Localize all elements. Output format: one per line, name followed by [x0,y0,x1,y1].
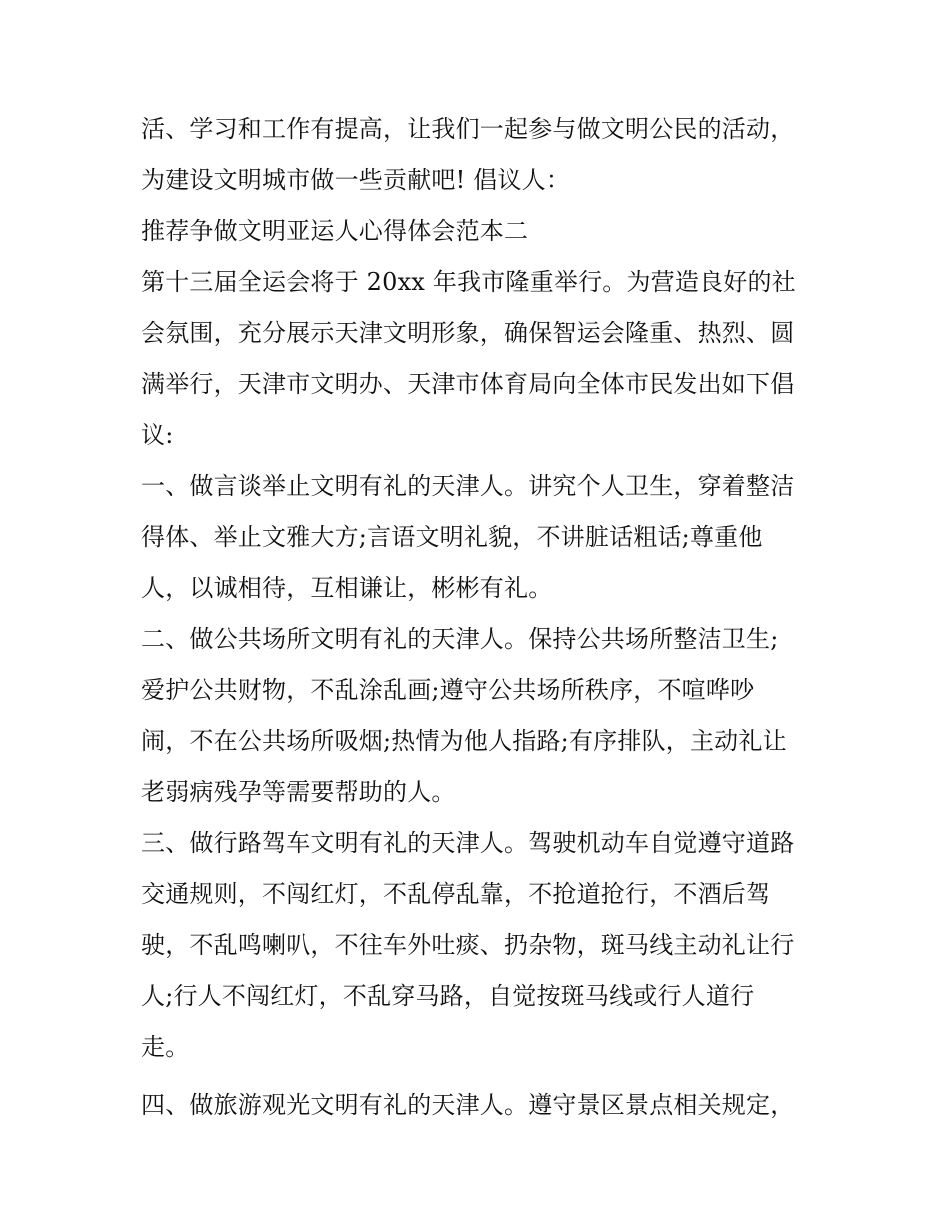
body-text-line: 四、做旅游观光文明有礼的天津人。遵守景区景点相关规定， [141,1091,795,1119]
body-text-line: 三、做行路驾车文明有礼的天津人。驾驶机动车自觉遵守道路 [141,829,795,857]
section-heading: 推荐争做文明亚运人心得体会范本二 [141,217,529,245]
body-text-line: 会氛围，充分展示天津文明形象，确保智运会隆重、热烈、圆 [141,319,795,347]
body-text-line: 人，以诚相待，互相谦让，彬彬有礼。 [141,574,553,602]
body-text-line: 第十三届全运会将于 20xx 年我市隆重举行。为营造良好的社 [141,268,796,296]
body-text-line: 一、做言谈举止文明有礼的天津人。讲究个人卫生，穿着整洁 [141,472,795,500]
body-text-line: 为建设文明城市做一些贡献吧! 倡议人： [141,166,571,194]
body-text-line: 人;行人不闯红灯，不乱穿马路，自觉按斑马线或行人道行 [141,982,755,1010]
document-body [141,104,831,1131]
body-text-line: 满举行，天津市文明办、天津市体育局向全体市民发出如下倡 [141,370,795,398]
body-text-line: 活、学习和工作有提高，让我们一起参与做文明公民的活动， [141,115,795,143]
body-text-line: 二、做公共场所文明有礼的天津人。保持公共场所整洁卫生; [141,625,779,653]
body-text-line: 得体、举止文雅大方;言语文明礼貌，不讲脏话粗话;尊重他 [141,523,763,551]
body-text-line: 走。 [141,1033,190,1061]
body-text-line: 爱护公共财物，不乱涂乱画;遵守公共场所秩序，不喧哗吵 [141,676,755,704]
paragraph-gap [141,1073,831,1080]
body-text-line: 交通规则，不闯红灯，不乱停乱靠，不抢道抢行，不酒后驾 [141,880,771,908]
body-text-line: 老弱病残孕等需要帮助的人。 [141,778,456,806]
body-text-line: 议: [141,421,174,449]
body-text-line: 驶，不乱鸣喇叭，不往车外吐痰、扔杂物，斑马线主动礼让行 [141,931,795,959]
body-text-line: 闹，不在公共场所吸烟;热情为他人指路;有序排队，主动礼让 [141,727,787,755]
